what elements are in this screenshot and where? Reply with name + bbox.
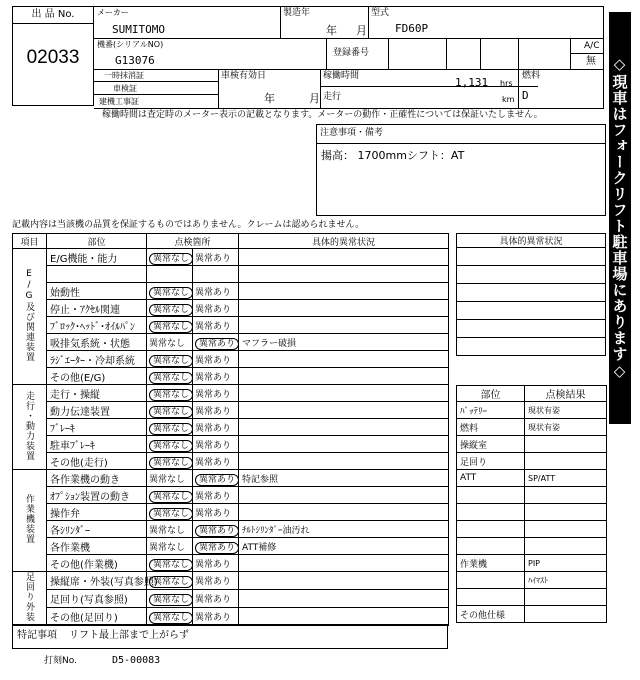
stamp-value: D5-00083 [112,655,161,666]
table-row [13,249,449,266]
hours-disclaimer: 稼働時間は査定時のメーター表示の記載となります。メーターの動作・正確性については保証いたしません。 [102,110,543,120]
result-value: 現状有姿 [525,402,607,419]
normal-option[interactable]: 異常なし [149,321,193,333]
table-row [13,317,449,334]
result-row [457,453,607,470]
table-row [13,385,449,402]
special-notes-box [12,624,448,649]
result-row [457,402,607,419]
detail-cell [239,487,449,504]
table-row [13,470,449,487]
part-cell: 駐車ﾌﾞﾚｰｷ [47,436,147,453]
detail-cell [239,351,449,368]
part-cell: E/G機能・能力 [47,249,147,266]
fuel-label: 燃料 [522,71,541,81]
hours-label: 稼働時間 [323,71,360,81]
part-cell [47,266,147,283]
group-label: 足回り外装 [24,572,34,622]
abnormal-option[interactable]: 異常あり [195,508,232,519]
table-row [13,555,449,572]
result-part [457,504,525,521]
col-header-detail: 具体的異常状況 [239,234,449,249]
abnormal-option[interactable]: 異常あり [195,542,239,554]
part-cell: ﾗｼﾞｴｰﾀｰ・冷却系統 [47,351,147,368]
result-row [457,470,607,487]
normal-option[interactable]: 異常なし [149,474,186,485]
normal-option[interactable]: 異常なし [149,576,193,588]
detail-cell [239,368,449,385]
result-part: その他仕様 [457,606,525,623]
abnormal-option[interactable]: 異常あり [195,355,232,366]
table-row [13,436,449,453]
detail-header: 具体的異常状況 [457,234,606,248]
registration-label: 登録番号 [333,48,370,58]
detail-cell [239,419,449,436]
result-part: ﾊﾞｯﾃﾘｰ [457,402,525,419]
model-label: 型式 [371,8,390,18]
maker-label: メーカー [97,8,129,17]
result-header-part: 部位 [457,386,525,402]
temp-cancel-label: 一時抹消証 [104,71,144,80]
result-row [457,504,607,521]
table-row [13,538,449,555]
table-row [13,351,449,368]
table-row [13,453,449,470]
year-unit: 年 [326,24,337,37]
abnormal-option[interactable]: 異常あり [195,338,239,350]
remarks-label: 注意事項・備考 [320,128,384,138]
detail-cell [239,590,449,608]
result-value: 現状有姿 [525,419,607,436]
normal-option[interactable]: 異常なし [149,525,186,536]
part-cell: その他(走行) [47,453,147,470]
detail-cell: ATT補修 [239,538,449,555]
normal-option[interactable]: 異常なし [149,372,193,384]
table-row [13,368,449,385]
result-row [457,606,607,623]
special-notes-label: 特記事項 [17,630,57,641]
abnormal-option[interactable]: 異常あり [195,491,232,502]
table-row [13,521,449,538]
col-header-check: 点検箇所 [147,234,239,249]
result-part [457,572,525,589]
part-cell: 動力伝達装置 [47,402,147,419]
result-row [457,589,607,606]
part-cell: 各作業機 [47,538,147,555]
normal-option[interactable]: 異常なし [149,355,193,367]
abnormal-option[interactable]: 異常あり [195,423,232,434]
abnormal-option[interactable]: 異常あり [195,287,232,298]
result-value [525,504,607,521]
result-table [456,385,607,623]
normal-option[interactable]: 異常なし [149,287,193,299]
model-value: FD60P [395,22,429,35]
part-cell: ﾌﾞﾛｯｸ･ﾍｯﾄﾞ･ｵｲﾙﾊﾟﾝ [47,317,147,334]
location-banner: ◇現車はフォークリフト駐車場にあります◇ [609,12,631,424]
detail-cell [239,555,449,572]
abnormal-option[interactable]: 異常あり [195,321,232,332]
normal-option[interactable]: 異常なし [149,594,193,606]
result-part [457,487,525,504]
table-row [13,487,449,504]
remarks-box [316,124,606,216]
result-value [525,487,607,504]
km-unit: km [502,95,515,104]
group-label: 作業機装置 [24,494,34,544]
part-cell: 操作弁 [47,504,147,521]
detail-cell: マフラー破損 [239,334,449,351]
normal-option[interactable]: 異常なし [149,559,193,571]
result-row [457,419,607,436]
fuel-value: D [522,89,529,102]
detail-cell [239,453,449,470]
detail-cell [239,504,449,521]
detail-cell [239,402,449,419]
expiry-year-unit: 年 [264,92,275,105]
part-cell: ｵﾌﾟｼｮﾝ装置の動き [47,487,147,504]
result-row [457,555,607,572]
table-row [13,419,449,436]
result-value [525,538,607,555]
abnormal-option[interactable]: 異常あり [195,474,239,486]
table-row [13,504,449,521]
result-header-result: 点検結果 [525,386,607,402]
normal-option[interactable]: 異常なし [149,423,193,435]
group-label: 走行・動力装置 [24,390,34,461]
abnormal-option[interactable]: 異常あり [195,457,232,468]
part-cell: 走行・操縦 [47,385,147,402]
result-part: 足回り [457,453,525,470]
result-row [457,436,607,453]
result-part [457,589,525,606]
part-cell: その他(足回り) [47,608,147,626]
result-part: 燃料 [457,419,525,436]
result-value [525,521,607,538]
result-value: SP/ATT [525,470,607,487]
col-header-part: 部位 [47,234,147,249]
abnormal-option[interactable]: 異常あり [195,559,232,570]
abnormal-option[interactable]: 異常あり [195,406,232,417]
ac-value: 無 [586,56,596,67]
ac-label: A/C [584,41,600,51]
detail-cell [239,436,449,453]
abnormal-option[interactable]: 異常あり [195,372,232,383]
part-cell: 足回り(写真参照) [47,590,147,608]
normal-option[interactable]: 異常なし [149,612,193,624]
special-notes-value: リフト最上部まで上がらず [69,630,189,641]
result-value [525,436,607,453]
hours-value: 1,131 [455,76,489,89]
detail-cell [239,317,449,334]
normal-option[interactable]: 異常なし [149,457,193,469]
normal-option[interactable]: 異常なし [149,406,193,418]
normal-option[interactable]: 異常なし [149,440,193,452]
detail-cell [239,283,449,300]
serial-label: 機番(シリアルNO) [97,40,164,49]
group-label: E/G及び関連装置 [24,268,34,362]
result-value [525,606,607,623]
lot-number-label: 出 品 No. [13,7,93,24]
abnormal-option[interactable]: 異常あり [195,253,232,264]
table-row [13,590,449,608]
detail-cell [239,608,449,626]
detail-table [456,233,606,356]
normal-option[interactable]: 異常なし [149,508,193,520]
table-row [13,283,449,300]
remarks-value: 揚高： 1700mmシフト：AT [321,149,465,162]
result-row [457,521,607,538]
detail-cell [239,249,449,266]
result-part: 作業機 [457,555,525,572]
construction-cert-label: 建機工事証 [99,97,139,106]
normal-option[interactable]: 異常なし [149,304,193,316]
hours-unit: hrs [500,79,513,88]
detail-cell: 特記参照 [239,470,449,487]
result-part [457,521,525,538]
table-row [13,334,449,351]
month-unit: 月 [356,24,367,37]
year-label: 製造年 [283,8,311,18]
part-cell: その他(E/G) [47,368,147,385]
serial-value: G13076 [115,54,155,67]
part-cell: ﾌﾞﾚｰｷ [47,419,147,436]
normal-option[interactable]: 異常なし [149,338,186,349]
lot-number-value: 02033 [26,47,80,68]
result-row [457,538,607,555]
part-cell: 停止・ｱｸｾﾙ関連 [47,300,147,317]
result-value [525,453,607,470]
table-row [13,608,449,626]
abnormal-option[interactable]: 異常あり [195,389,232,400]
quality-disclaimer: 記載内容は当該機の品質を保証するものではありません。クレームは認められません。 [12,220,365,230]
normal-option[interactable]: 異常なし [149,253,193,265]
abnormal-option[interactable]: 異常あり [195,440,232,451]
normal-option[interactable]: 異常なし [149,491,193,503]
abnormal-option[interactable]: 異常あり [195,613,232,623]
table-row [13,266,449,283]
detail-cell [239,385,449,402]
detail-cell [239,266,449,283]
lot-number-box [12,6,94,106]
detail-cell [239,572,449,590]
table-row [13,402,449,419]
inspection-table [12,233,449,626]
abnormal-option[interactable]: 異常あり [195,304,232,315]
abnormal-option[interactable]: 異常あり [195,525,239,537]
result-value: ﾊｲﾏｽﾄ [525,572,607,589]
normal-option[interactable]: 異常なし [149,389,193,401]
abnormal-option[interactable]: 異常あり [195,577,232,587]
abnormal-option[interactable]: 異常あり [195,595,232,605]
result-part [457,538,525,555]
stamp-label: 打刻No. [44,656,77,666]
expiry-month-unit: 月 [309,92,320,105]
car-cert-label: 車検証 [113,84,137,93]
col-header-item: 項目 [13,234,47,249]
part-cell: 各ｼﾘﾝﾀﾞｰ [47,521,147,538]
part-cell: その他(作業機) [47,555,147,572]
expiry-label: 車検有効日 [221,71,267,81]
table-row [13,300,449,317]
part-cell: 操縦席・外装(写真参照) [47,572,147,590]
result-part: 操縦室 [457,436,525,453]
result-row [457,487,607,504]
part-cell: 始動性 [47,283,147,300]
detail-cell [239,300,449,317]
result-row [457,572,607,589]
table-row [13,572,449,590]
part-cell: 各作業機の動き [47,470,147,487]
result-value [525,589,607,606]
result-part: ATT [457,470,525,487]
result-value: PIP [525,555,607,572]
detail-cell: ﾁﾙﾄｼﾘﾝﾀﾞｰ油汚れ [239,521,449,538]
run-label: 走行 [323,92,342,102]
normal-option[interactable]: 異常なし [149,542,186,553]
maker-value: SUMITOMO [112,23,165,36]
part-cell: 吸排気系統・状態 [47,334,147,351]
